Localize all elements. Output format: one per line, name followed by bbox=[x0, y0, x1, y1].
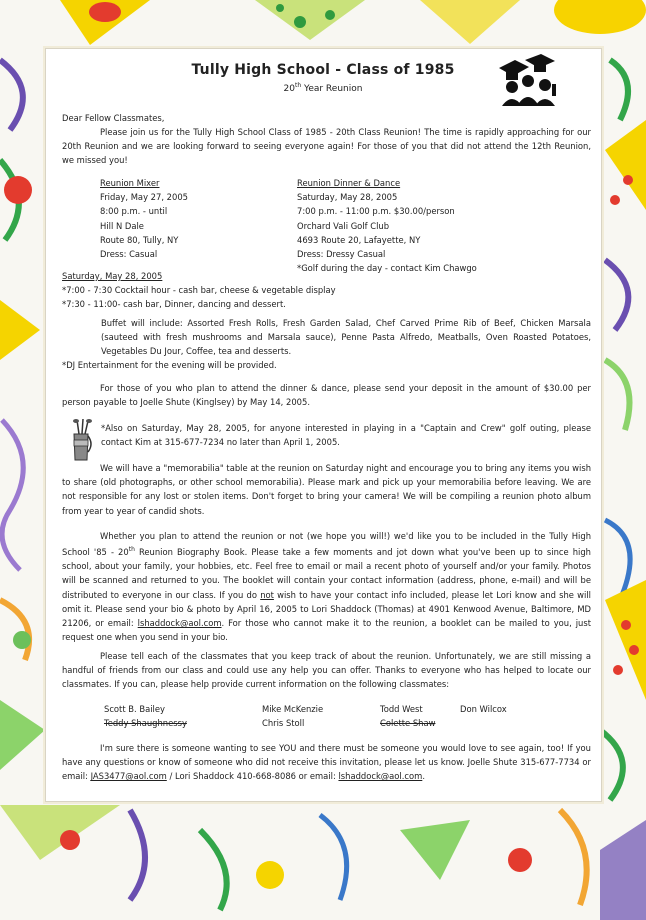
classmate-name: Todd West bbox=[380, 704, 423, 714]
reunion-dinner-block bbox=[297, 176, 477, 275]
classmate-name: Scott B. Bailey bbox=[104, 704, 165, 714]
dinner-line: Dress: Dressy Casual bbox=[297, 249, 386, 260]
schedule-line: *7:30 - 11:00- cash bar, Dinner, dancing and dessert. bbox=[62, 299, 286, 310]
classmate-name: Chris Stoll bbox=[262, 718, 305, 728]
greeting: Dear Fellow Classmates, bbox=[62, 113, 165, 123]
saturday-schedule bbox=[62, 269, 336, 312]
intro-paragraph: Please join us for the Tully High School Class of 1985 - 20th Class Reunion! The time is rapidly approaching for our 20th Reunion and we are looking forward to seeing everyone again! For those of you that did not attend the 12th Reunion, we missed you! bbox=[62, 127, 591, 166]
mixer-line: 8:00 p.m. - until bbox=[100, 206, 168, 217]
missing-classmates-paragraph: Please tell each of the classmates that you keep track of about the reunion. Unfortunately, we are still missing a handful of friends from our class and could use any help you can offer. Thanks to everyone who has helped to locate our classmates. If you can, please help provide current information on the following classmates: bbox=[62, 651, 591, 690]
mixer-line: Friday, May 27, 2005 bbox=[100, 192, 188, 203]
schedule-line: *7:00 - 7:30 Cocktail hour - cash bar, cheese & vegetable display bbox=[62, 285, 336, 296]
dinner-heading: Reunion Dinner & Dance bbox=[297, 178, 401, 188]
classmate-name: Don Wilcox bbox=[460, 704, 507, 714]
email-link[interactable]: lshaddock@aol.com bbox=[137, 618, 222, 629]
closing-paragraph: I'm sure there is someone wanting to see YOU and there must be someone you would love to see again, too! If you have any questions or know of someone who did not receive this invitation, please let us know. Joelle Shute 315-677-7734 or email: JAS3477@aol.com / Lori Shaddock 410-668-8086 or email: lshaddock@aol.com. bbox=[62, 743, 591, 782]
page-title: Tully High School - Class of 1985 bbox=[191, 62, 455, 78]
dinner-line: 4693 Route 20, Lafayette, NY bbox=[297, 234, 421, 245]
memorabilia-paragraph: We will have a "memorabilia" table at the reunion on Saturday night and encourage you to bring any items you wish to share (old photographs, or other school memorabilia). Please mark and pick up your memorabilia before leaving. We are not responsible for any lost or stolen items. Don't forget to bring your camera! We will be compiling a reunion photo album from year to year of candid shots. bbox=[62, 463, 591, 516]
mixer-heading: Reunion Mixer bbox=[100, 178, 160, 188]
classmate-name: Mike McKenzie bbox=[262, 704, 324, 714]
reunion-mixer-block bbox=[100, 176, 188, 261]
golf-bag-icon bbox=[66, 418, 96, 462]
dj-note: *DJ Entertainment for the evening will be provided. bbox=[62, 360, 277, 370]
deposit-paragraph: For those of you who plan to attend the dinner & dance, please send your deposit in the amount of $30.00 per person payable to Joelle Shute (Kinglsey) by May 14, 2005. bbox=[62, 383, 591, 408]
golf-paragraph: *Also on Saturday, May 28, 2005, for anyone interested in playing in a "Captain and Crew" golf outing, please contact Kim at 315-677-7234 no later than April 1, 2005. bbox=[101, 423, 591, 448]
page-subtitle: 20th Year Reunion bbox=[283, 82, 363, 94]
email-link[interactable]: lshaddock@aol.com bbox=[338, 771, 423, 782]
classmate-name-found: Teddy Shaughnessy bbox=[104, 718, 187, 728]
email-link[interactable]: JAS3477@aol.com bbox=[90, 771, 167, 782]
saturday-heading: Saturday, May 28, 2005 bbox=[62, 271, 163, 281]
buffet-paragraph: Buffet will include: Assorted Fresh Rolls, Fresh Garden Salad, Chef Carved Prime Rib of Beef, Chicken Marsala (sauteed with fresh mushrooms and Marsala sauce), Penne Pasta Alfredo, Meatballs, Oven Roasted Potatoes, Vegetables Du Jour, Coffee, tea and desserts. bbox=[101, 318, 591, 357]
graduation-cap-icon bbox=[497, 54, 559, 106]
mixer-line: Hill N Dale bbox=[100, 220, 144, 231]
dinner-line: Orchard Vali Golf Club bbox=[297, 220, 390, 231]
biography-paragraph: Whether you plan to attend the reunion or not (we hope you will!) we'd like you to be included in the Tully High School '85 - 20th Reunion Biography Book. Please take a few moments and jot down what you've been up to since high school, about your family, your hobbies, etc. Feel free to email or mail a recent photo of yourself and/or your family. Photos will be scanned and returned to you. The booklet will contain your contact information (address, phone, e-mail) and will be distributed to everyone in our class. If you do not wish to have your contact info included, please let Lori know and she will omit it. Please send your bio & photo by April 16, 2005 to Lori Shaddock (Thomas) at 4901 Kenwood Avenue, Baltimore, MD 21206, or email: lshaddock@aol.com. For those who cannot make it to the reunion, a booklet can be mailed to you, just request one when you send in your bio. bbox=[62, 531, 591, 643]
dinner-line: Saturday, May 28, 2005 bbox=[297, 192, 398, 203]
mixer-line: Dress: Casual bbox=[100, 249, 158, 260]
classmate-name-found: Colette Shaw bbox=[380, 718, 436, 728]
dinner-line: 7:00 p.m. - 11:00 p.m. $30.00/person bbox=[297, 206, 455, 217]
mixer-line: Route 80, Tully, NY bbox=[100, 234, 179, 245]
dinner-line: *Golf during the day - contact Kim Chawgo bbox=[297, 263, 477, 274]
